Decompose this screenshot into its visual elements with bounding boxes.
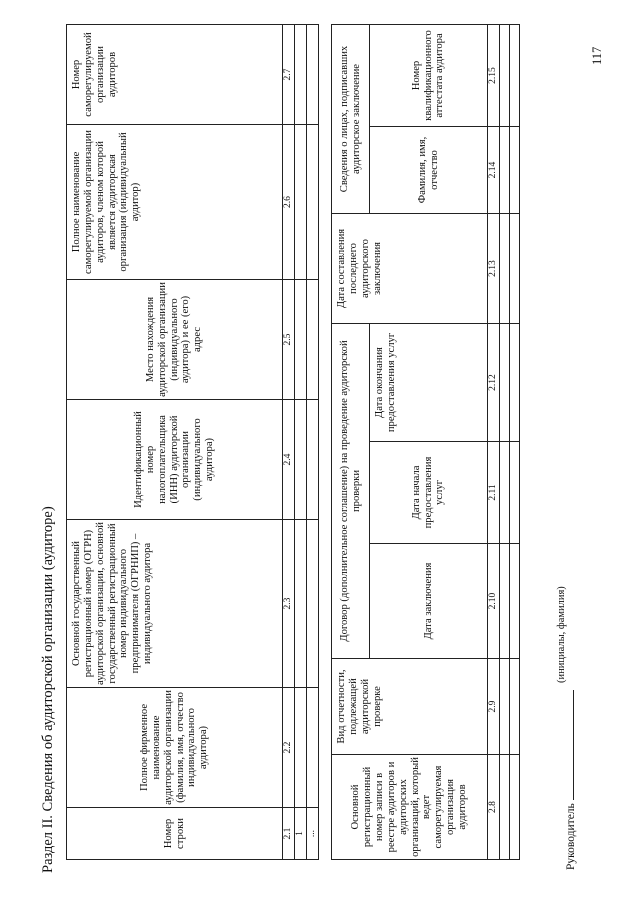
header-sro-number: Номер саморегулируемой организации аудиторов [67, 25, 283, 125]
empty-cell [500, 544, 510, 659]
header-inn: Идентификационный номер налогоплательщика (ИНН) аудиторской организации (индивидуального аудитора) [67, 400, 283, 520]
initials-label: (инициалы, фамилия) [556, 586, 567, 683]
empty-cell [510, 659, 520, 755]
empty-cell [307, 520, 319, 688]
signature-underline [572, 690, 574, 800]
empty-cell [295, 688, 307, 808]
col-number: 2.7 [283, 25, 295, 125]
empty-cell [510, 127, 520, 214]
empty-cell [510, 24, 520, 126]
col-number: 2.8 [488, 755, 500, 860]
empty-cell [295, 400, 307, 520]
empty-cell [510, 324, 520, 442]
col-number: 2.1 [283, 808, 295, 860]
header-contract-group: Договор (дополнительное соглашение) на проведение аудиторской проверки [332, 324, 370, 659]
page-number: 117 [590, 46, 604, 65]
empty-cell [307, 280, 319, 400]
empty-cell [500, 127, 510, 214]
signature-line [565, 690, 577, 870]
row-number: 1 [295, 808, 307, 860]
empty-cell [500, 214, 510, 324]
empty-cell [510, 214, 520, 324]
col-number: 2.15 [488, 24, 500, 126]
empty-cell [510, 755, 520, 860]
header-signer-name: Фамилия, имя, отчество [370, 127, 488, 214]
head-label: Руководитель [565, 803, 577, 870]
empty-cell [307, 400, 319, 520]
col-number: 2.14 [488, 127, 500, 214]
header-service-start: Дата начала предоставления услуг [370, 442, 488, 544]
col-number: 2.13 [488, 214, 500, 324]
section-title: Раздел II. Сведения об аудиторской организации (аудиторе) [40, 506, 56, 873]
header-sro-name: Полное наименование саморегулируемой организации аудиторов, членом которой является аудиторская организация (индивидуальный аудитор) [67, 125, 283, 280]
empty-cell [500, 24, 510, 126]
header-report-date: Дата составления последнего аудиторского заключения [332, 214, 488, 324]
empty-cell [295, 520, 307, 688]
empty-cell [307, 125, 319, 280]
col-number: 2.5 [283, 280, 295, 400]
header-contract-date: Дата заключения [370, 544, 488, 659]
auditor-info-table [66, 24, 319, 860]
empty-cell [295, 280, 307, 400]
empty-cell [295, 125, 307, 280]
empty-cell [500, 755, 510, 860]
header-service-end: Дата окончания предоставления услуг [370, 324, 488, 442]
col-number: 2.3 [283, 520, 295, 688]
header-signers-group: Сведения о лицах, подписавших аудиторское заключение [332, 24, 370, 213]
empty-cell [500, 442, 510, 544]
header-main-reg-number: Основной регистрационный номер записи в реестре аудиторов и аудиторских организаций, который ведет саморегулируемая организация аудиторов [332, 755, 488, 860]
col-number: 2.6 [283, 125, 295, 280]
header-row-number: Номер строки [67, 808, 283, 860]
empty-cell [500, 324, 510, 442]
col-number: 2.9 [488, 659, 500, 755]
empty-cell [500, 659, 510, 755]
empty-cell [307, 25, 319, 125]
col-number: 2.4 [283, 400, 295, 520]
row-number: ... [307, 808, 319, 860]
header-firm-name: Полное фирменное наименование аудиторской организации (фамилия, имя, отчество индивидуального аудитора) [67, 688, 283, 808]
col-number: 2.11 [488, 442, 500, 544]
header-report-type: Вид отчетности, подлежащей аудиторской проверке [332, 659, 488, 755]
empty-cell [510, 544, 520, 659]
empty-cell [307, 688, 319, 808]
contract-info-table [331, 24, 520, 860]
empty-cell [510, 442, 520, 544]
empty-cell [295, 25, 307, 125]
header-location: Место нахождения аудиторской организации (индивидуального аудитора) и ее (его) адрес [67, 280, 283, 400]
header-certificate-number: Номер квалификационного аттестата аудитора [370, 24, 488, 126]
col-number: 2.2 [283, 688, 295, 808]
header-ogrn: Основной государственный регистрационный номер (ОГРН) аудиторской организации, основной государственный регистрационный номер индивидуального предпринимателя (ОГРНИП) – индивидуального аудитора [67, 520, 283, 688]
col-number: 2.10 [488, 544, 500, 659]
col-number: 2.12 [488, 324, 500, 442]
